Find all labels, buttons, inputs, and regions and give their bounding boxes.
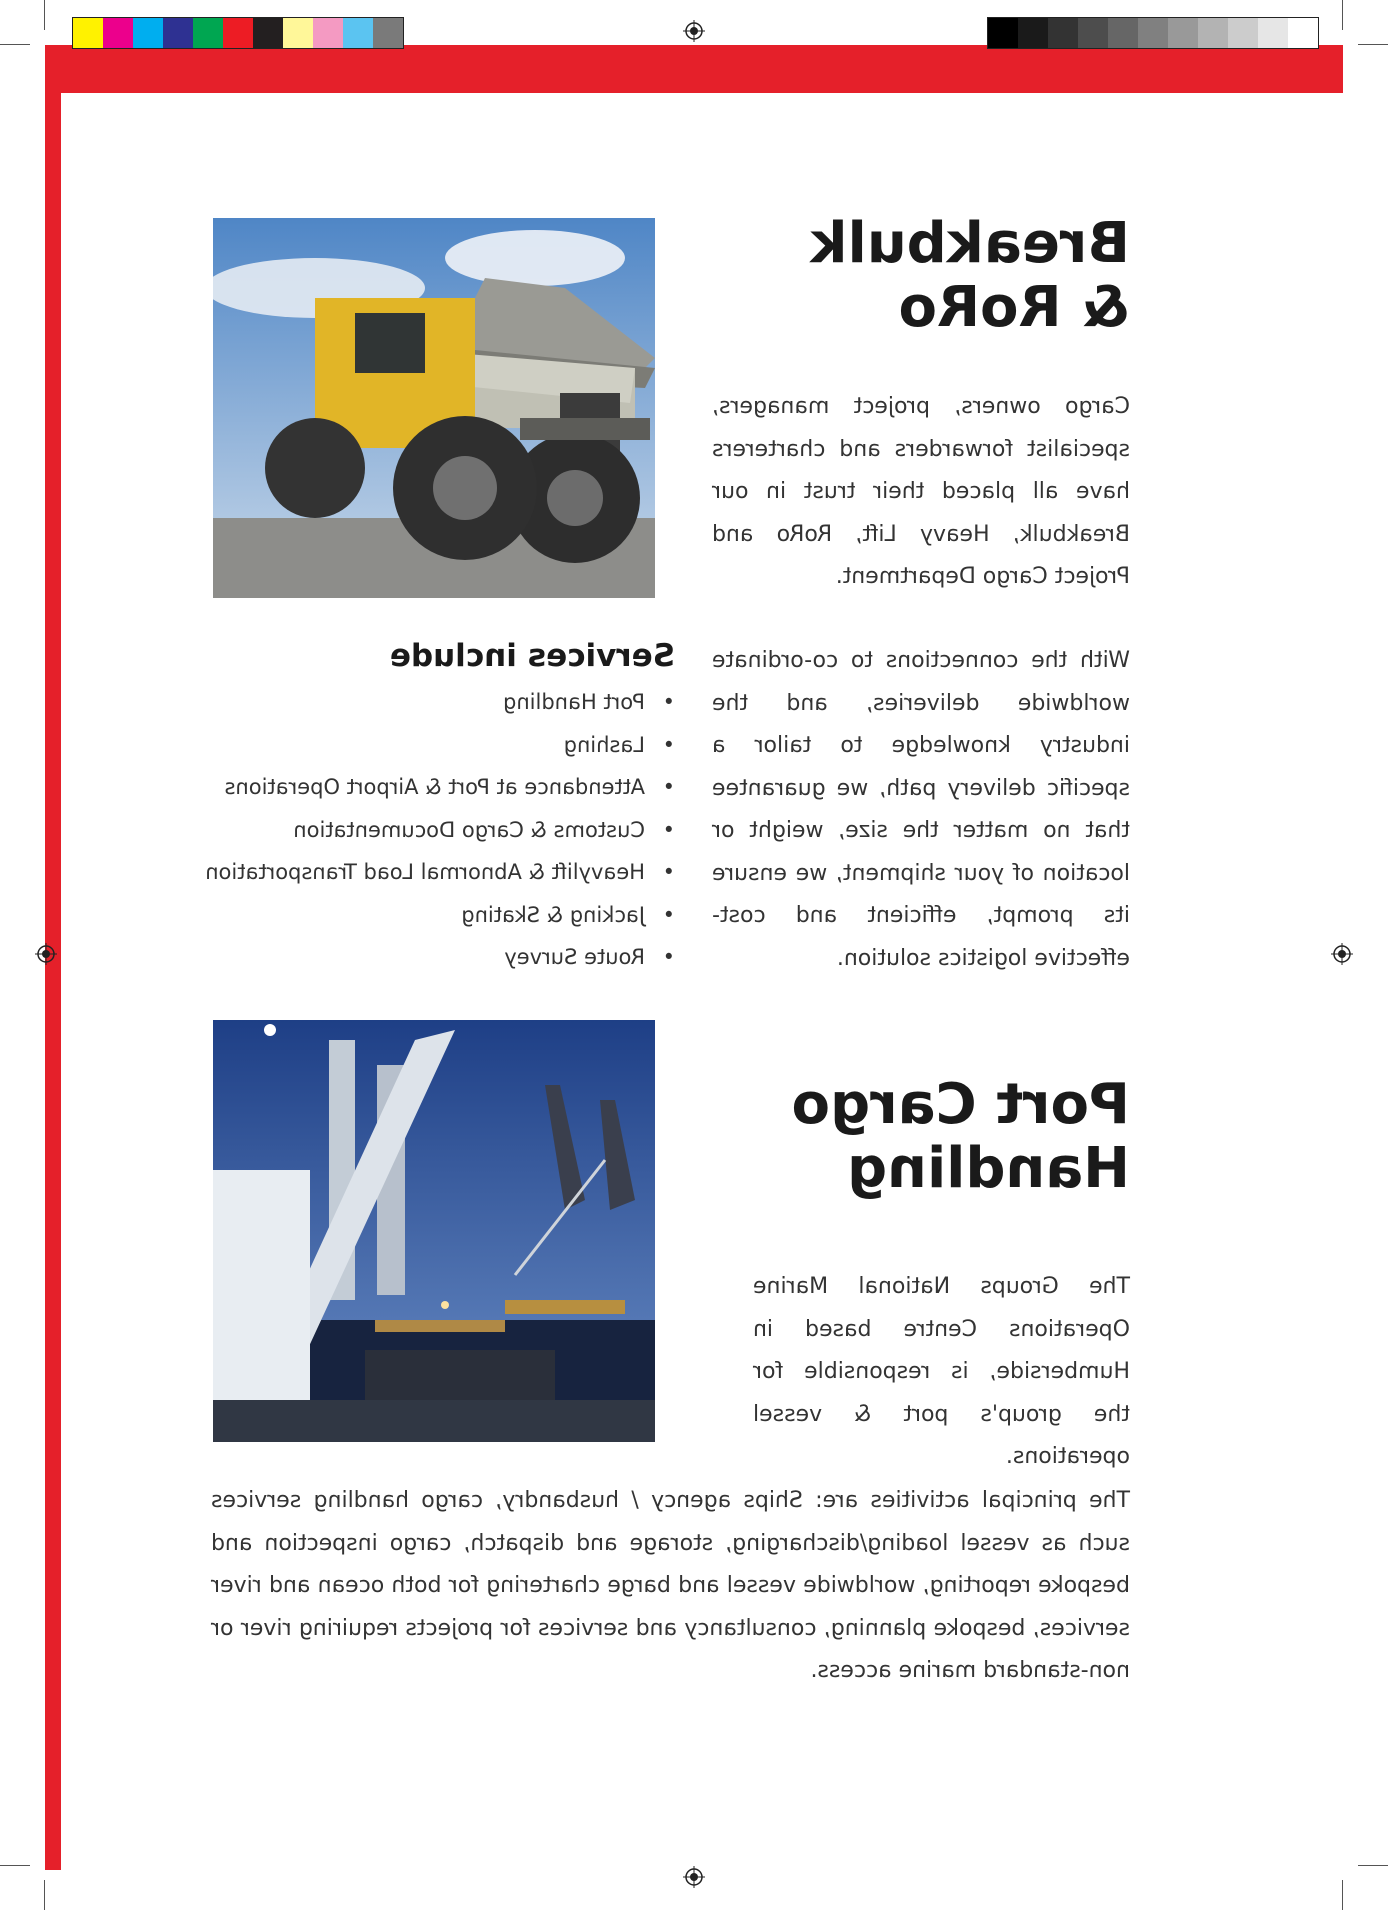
port-activities-paragraph: The principal activities are: Ships agency / husbandry, cargo handling services such as vessel loading/discharging, storage and dispatch, cargo inspection and bespoke reporting, worldwide vessel and barge chartering for both ocean and river services, bespoke planning, consultancy and services for projects requiring river or non-standard marine access. — [211, 1488, 1130, 1683]
services-heading: Services include — [389, 638, 675, 674]
calibration-swatch — [1198, 18, 1228, 48]
crop-mark — [1358, 1865, 1388, 1866]
service-item: • Jacking & Skating — [205, 894, 675, 937]
service-item: • Route Survey — [205, 936, 675, 979]
registration-mark-icon — [1331, 943, 1353, 965]
port-intro-paragraph: The Groups National Marine Operations Centre based in Humberside, is responsible for the group's port & vessel operations. — [753, 1274, 1130, 1469]
service-item: • Heavylift & Abnormal Load Transportation — [205, 851, 675, 894]
grayscale-calibration-bar — [987, 17, 1319, 49]
breakbulk-heading — [810, 212, 1130, 341]
calibration-swatch — [193, 18, 223, 48]
calibration-swatch — [133, 18, 163, 48]
calibration-swatch — [313, 18, 343, 48]
crop-mark — [0, 1865, 30, 1866]
port-title-line2: Handling — [847, 1136, 1130, 1202]
crop-mark — [1342, 1880, 1343, 1910]
mining-dump-truck-photo — [213, 218, 655, 598]
crop-mark — [1358, 44, 1388, 45]
breakbulk-title-line1: Breakbulk — [810, 211, 1130, 276]
service-item: • Attendance at Port & Airport Operations — [205, 766, 675, 809]
calibration-swatch — [1288, 18, 1318, 48]
calibration-swatch — [283, 18, 313, 48]
crop-mark — [0, 44, 30, 45]
registration-mark-icon — [683, 1866, 705, 1888]
registration-mark-icon — [683, 20, 705, 42]
service-item: • Lashing — [205, 724, 675, 767]
calibration-swatch — [1048, 18, 1078, 48]
calibration-swatch — [1228, 18, 1258, 48]
calibration-swatch — [988, 18, 1018, 48]
registration-mark-icon — [35, 943, 57, 965]
red-header-bar — [47, 45, 1343, 93]
calibration-swatch — [103, 18, 133, 48]
calibration-swatch — [1078, 18, 1108, 48]
crop-mark — [44, 1880, 45, 1910]
calibration-swatch — [1018, 18, 1048, 48]
calibration-swatch — [373, 18, 403, 48]
calibration-swatch — [1258, 18, 1288, 48]
calibration-swatch — [253, 18, 283, 48]
calibration-swatch — [1168, 18, 1198, 48]
calibration-swatch — [163, 18, 193, 48]
crop-mark — [44, 0, 45, 30]
port-title-line1: Port Cargo — [791, 1072, 1130, 1137]
color-calibration-bar — [72, 17, 404, 49]
crop-mark — [1342, 0, 1343, 30]
breakbulk-detail-paragraph: With the connections to co-ordinate worldwide deliveries, and the industry knowledge to tailor a specific delivery path, we guarantee that no matter the size, weight or location of your shipment, we ensure its prompt, efficient and cost-effective logistics solution. — [712, 648, 1130, 971]
calibration-swatch — [223, 18, 253, 48]
calibration-swatch — [1138, 18, 1168, 48]
calibration-swatch — [343, 18, 373, 48]
calibration-swatch — [73, 18, 103, 48]
port-heading — [792, 1073, 1130, 1202]
service-item: • Customs & Cargo Documentation — [205, 809, 675, 852]
calibration-swatch — [1108, 18, 1138, 48]
service-item: • Port Handling — [205, 681, 675, 724]
harbour-cranes-oil-rigs-photo — [213, 1020, 655, 1442]
breakbulk-intro-paragraph: Cargo owners, project managers, specialist forwarders and charterers have all placed their trust in our Breakbulk, Heavy Lift, RoRo and Project Cargo Department. — [712, 394, 1130, 589]
services-list — [205, 681, 675, 979]
breakbulk-title-line2: & RoRo — [898, 275, 1130, 341]
